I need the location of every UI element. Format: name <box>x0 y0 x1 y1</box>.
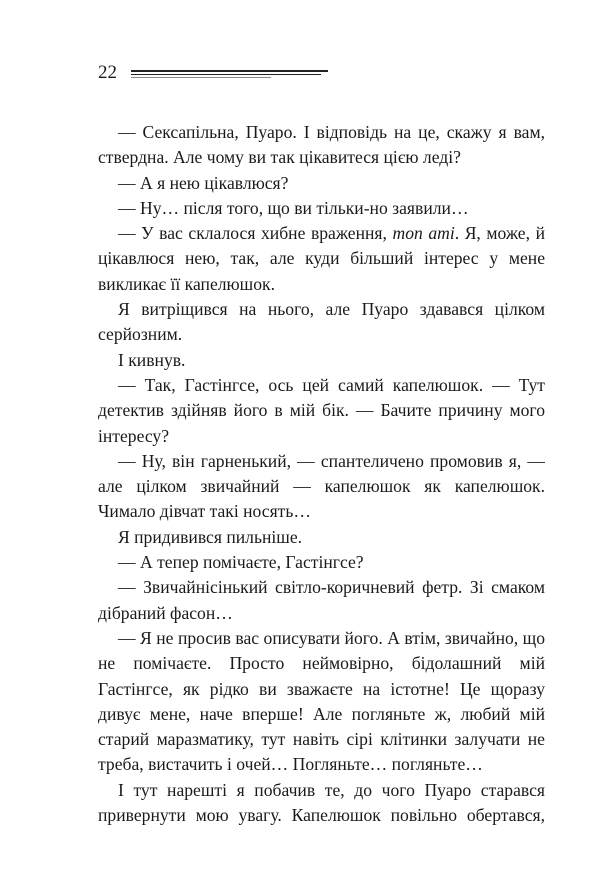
text-segment: — Сексапільна, Пуаро. І відповідь на це, скажу я вам, ствердна. Але чому ви так цікавитеся цією леді? <box>98 122 545 168</box>
page-header <box>98 62 338 84</box>
body-text <box>98 120 545 828</box>
paragraph <box>98 550 545 575</box>
header-rule <box>131 70 328 78</box>
paragraph <box>98 297 545 348</box>
text-segment: — А тепер помічаєте, Гастінгсе? <box>118 552 364 573</box>
paragraph <box>98 373 545 449</box>
text-segment: Я витріщився на нього, але Пуаро здавався цілком серйозним. <box>98 299 545 345</box>
header-rule-line <box>131 70 328 72</box>
paragraph <box>98 525 545 550</box>
page-number: 22 <box>98 62 117 83</box>
text-segment: — Так, Гастінгсе, ось цей самий капелюшок. — Тут детектив здійняв його в мій бік. — Бачите причину мого інтересу? <box>98 374 545 446</box>
text-segment: — Ну, він гарненький, — спантеличено промовив я, — але цілком звичайний — капелюшок як капелюшок. Чимало дівчат такі носять… <box>98 450 545 522</box>
text-segment: . Я, може, й цікавлюся нею, так, але куди більший інтерес у мене викликає її капелюшок. <box>98 223 545 294</box>
paragraph <box>98 171 545 196</box>
paragraph <box>98 778 545 829</box>
paragraph <box>98 196 545 221</box>
paragraph <box>98 575 545 626</box>
paragraph <box>98 449 545 525</box>
text-segment: — У вас склалося хибне враження, <box>118 223 393 244</box>
paragraph <box>98 221 545 297</box>
text-segment: — Звичайнісінький світло-коричневий фетр. Зі смаком дібраний фасон… <box>98 577 545 623</box>
header-rule-line <box>131 77 271 78</box>
text-segment: І тут нарешті я побачив те, до чого Пуаро старався привернути мою увагу. Капелюшок повільно обертався, <box>98 779 545 826</box>
text-segment: — Ну… після того, що ви тільки-но заявили… <box>118 197 469 218</box>
paragraph <box>98 120 545 171</box>
text-segment: — Я не просив вас описувати його. А втім, звичайно, що не помічаєте. Просто неймовірно, бідолашний мій Гастінгсе, як рідко ви зважаєте на істотне! Це щоразу дивує мене, наче вперше! Але погляньте ж, любий мій старий маразматику, тут навіть сірі клітинки залучати не треба, вистачить і очей… Погляньте… погляньте… <box>98 627 545 775</box>
paragraph <box>98 348 545 373</box>
italic-text: mon ami <box>392 223 455 244</box>
text-segment: Я придивився пильніше. <box>118 526 303 547</box>
header-rule-line <box>131 74 321 75</box>
text-segment: — А я нею цікавлюся? <box>118 172 289 193</box>
text-segment: І кивнув. <box>118 349 186 370</box>
paragraph <box>98 626 545 778</box>
